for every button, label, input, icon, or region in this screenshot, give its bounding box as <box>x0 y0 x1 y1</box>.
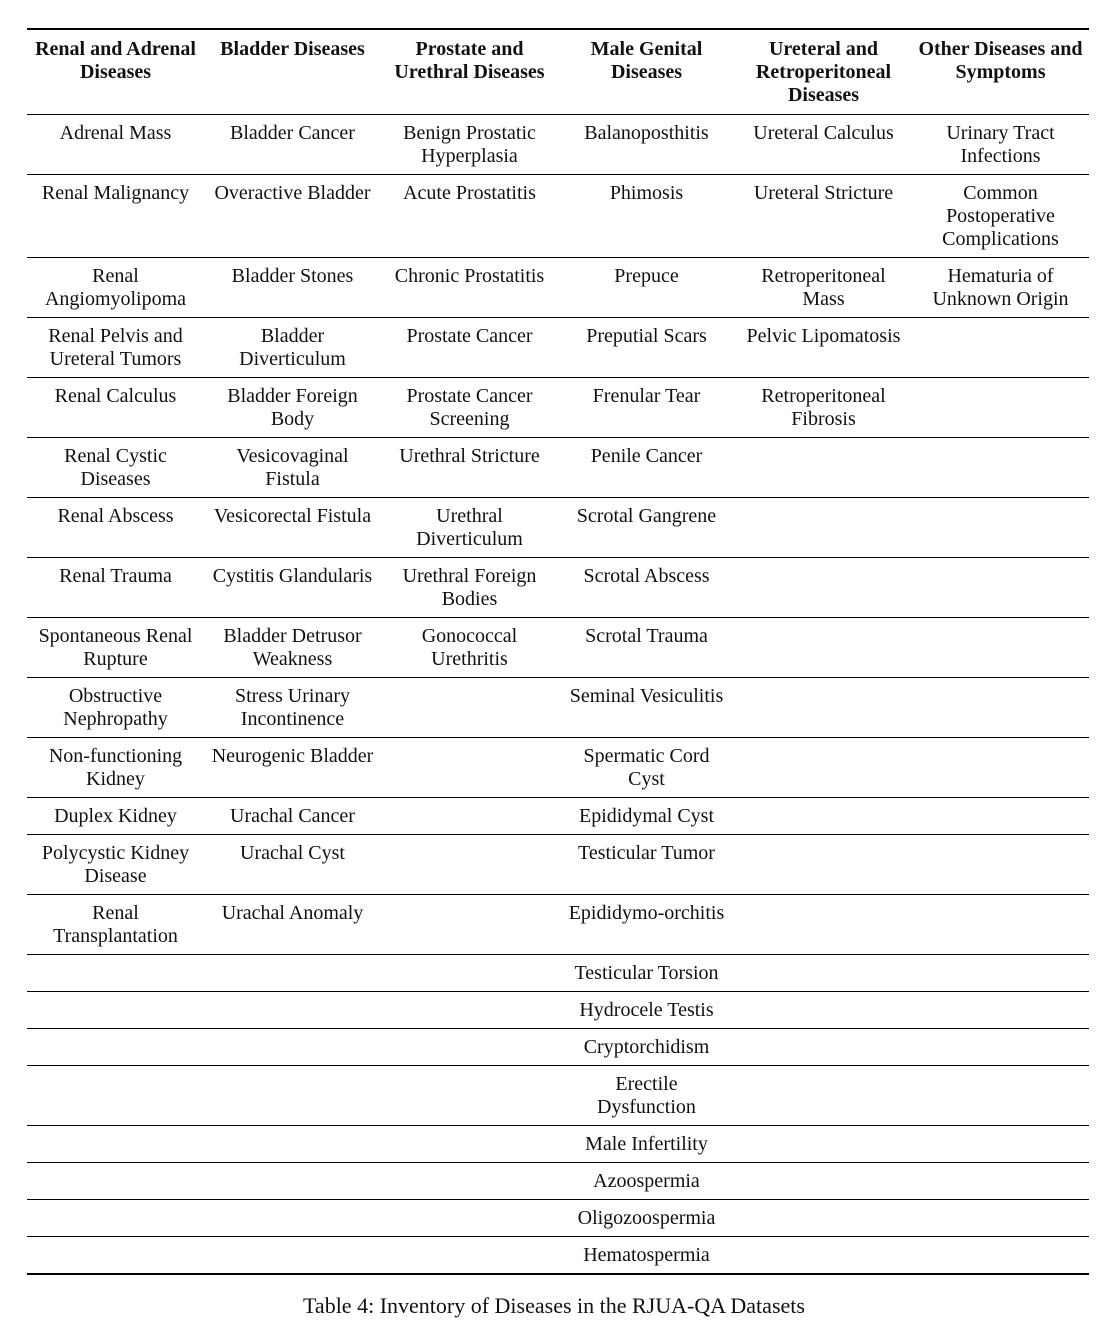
table-cell: Urethral Foreign Bodies <box>381 558 558 618</box>
table-cell <box>381 1237 558 1275</box>
table-cell: Bladder Diverticulum <box>204 318 381 378</box>
table-cell: Erectile Dysfunction <box>558 1066 735 1126</box>
header-male-genital: Male Genital Diseases <box>558 29 735 115</box>
table-row <box>27 798 1089 835</box>
table-cell: Hydrocele Testis <box>558 992 735 1029</box>
table-cell <box>204 1163 381 1200</box>
table-cell <box>735 498 912 558</box>
table-cell <box>735 1066 912 1126</box>
table-row <box>27 1029 1089 1066</box>
table-cell: Urachal Cyst <box>204 835 381 895</box>
table-body <box>27 115 1089 1275</box>
table-cell <box>912 835 1089 895</box>
table-cell: Neurogenic Bladder <box>204 738 381 798</box>
table-cell <box>735 618 912 678</box>
table-cell: Vesicorectal Fistula <box>204 498 381 558</box>
table-cell: Urachal Cancer <box>204 798 381 835</box>
table-cell: Non-functioning Kidney <box>27 738 204 798</box>
table-cell <box>381 1163 558 1200</box>
header-ureteral-retroperitoneal: Ureteral and Retroperitoneal Diseases <box>735 29 912 115</box>
table-row <box>27 115 1089 175</box>
table-cell: Urethral Diverticulum <box>381 498 558 558</box>
table-row <box>27 258 1089 318</box>
table-cell: Oligozoospermia <box>558 1200 735 1237</box>
table-cell <box>27 955 204 992</box>
table-cell: Retroperitoneal Mass <box>735 258 912 318</box>
header-prostate-urethral: Prostate and Urethral Diseases <box>381 29 558 115</box>
table-cell: Adrenal Mass <box>27 115 204 175</box>
table-cell: Renal Cystic Diseases <box>27 438 204 498</box>
table-cell <box>381 895 558 955</box>
table-cell <box>204 1029 381 1066</box>
table-row <box>27 1200 1089 1237</box>
header-row <box>27 29 1089 115</box>
table-cell: Hematospermia <box>583 1244 710 1266</box>
table-cell <box>912 1200 1089 1237</box>
table-cell <box>735 1163 912 1200</box>
table-cell: Prostate Cancer Screening <box>381 378 558 438</box>
disease-inventory-table <box>27 28 1089 1275</box>
table-cell: Spermatic Cord Cyst <box>558 738 735 798</box>
table-cell: Obstructive Nephropathy <box>27 678 204 738</box>
table-cell <box>735 955 912 992</box>
table-cell <box>912 798 1089 835</box>
table-cell: Azoospermia <box>558 1163 735 1200</box>
table-cell: Renal Abscess <box>27 498 204 558</box>
table-caption: Table 4: Inventory of Diseases in the RJUA-QA Datasets <box>303 1293 805 1318</box>
table-cell <box>27 1029 204 1066</box>
table-cell <box>735 1237 912 1275</box>
table-cell <box>381 678 558 738</box>
table-cell <box>27 1066 204 1126</box>
table-cell: Bladder Cancer <box>204 115 381 175</box>
table-cell <box>912 738 1089 798</box>
table-row <box>27 678 1089 738</box>
table-row <box>27 955 1089 992</box>
table-cell <box>381 1200 558 1237</box>
table-cell <box>912 992 1089 1029</box>
table-cell: Acute Prostatitis <box>381 175 558 258</box>
table-cell: Gonococcal Urethritis <box>381 618 558 678</box>
table-cell: Hematuria of Unknown Origin <box>912 258 1089 318</box>
table-cell <box>912 678 1089 738</box>
table-cell <box>912 378 1089 438</box>
table-cell <box>912 1126 1089 1163</box>
table-cell: Male Infertility <box>558 1126 735 1163</box>
table-cell <box>735 835 912 895</box>
table-cell <box>381 835 558 895</box>
table-cell: Ureteral Stricture <box>735 175 912 258</box>
table-cell <box>381 1126 558 1163</box>
table-row <box>27 318 1089 378</box>
table-cell: Renal Trauma <box>27 558 204 618</box>
table-cell <box>735 558 912 618</box>
table-cell: Renal Angiomyolipoma <box>27 258 204 318</box>
table-cell: Prepuce <box>558 258 735 318</box>
table-cell: Frenular Tear <box>558 378 735 438</box>
table-cell: Epididymo-orchitis <box>558 895 735 955</box>
table-cell: Epididymal Cyst <box>558 798 735 835</box>
table-cell: Renal Calculus <box>27 378 204 438</box>
table-cell <box>735 992 912 1029</box>
header-bladder: Bladder Diseases <box>204 29 381 115</box>
table-cell <box>735 1200 912 1237</box>
table-row <box>27 1163 1089 1200</box>
table-cell: Common Postoperative Complications <box>912 175 1089 258</box>
table-cell <box>912 955 1089 992</box>
table-cell: Penile Cancer <box>558 438 735 498</box>
table-header <box>27 29 1089 115</box>
table-row <box>27 1237 1089 1275</box>
table-row <box>27 558 1089 618</box>
table-cell <box>27 1163 204 1200</box>
table-cell: Chronic Prostatitis <box>381 258 558 318</box>
table-cell <box>912 1237 1089 1275</box>
table-row <box>27 835 1089 895</box>
table-cell <box>735 738 912 798</box>
table-cell <box>204 955 381 992</box>
table-cell <box>204 1066 381 1126</box>
table-row <box>27 738 1089 798</box>
table-cell: Phimosis <box>558 175 735 258</box>
table-cell: Cystitis Glandularis <box>204 558 381 618</box>
table-cell <box>27 1126 204 1163</box>
table-cell: Renal Malignancy <box>27 175 204 258</box>
table-cell <box>912 1066 1089 1126</box>
table-cell: Stress Urinary Incontinence <box>204 678 381 738</box>
table-cell <box>912 318 1089 378</box>
table-cell <box>735 895 912 955</box>
table-cell: Ureteral Calculus <box>735 115 912 175</box>
table-cell: Prostate Cancer <box>381 318 558 378</box>
table-cell <box>381 1066 558 1126</box>
table-cell <box>912 438 1089 498</box>
table-cell <box>204 1200 381 1237</box>
table-cell <box>735 1126 912 1163</box>
table-cell: Balanoposthitis <box>558 115 735 175</box>
table-cell: Spontaneous Renal Rupture <box>27 618 204 678</box>
table-row <box>27 378 1089 438</box>
table-cell: Testicular Torsion <box>558 955 735 992</box>
header-renal-adrenal: Renal and Adrenal Diseases <box>27 29 204 115</box>
table-row <box>27 175 1089 258</box>
table-row <box>27 895 1089 955</box>
table-cell <box>27 992 204 1029</box>
header-other: Other Diseases and Symptoms <box>912 29 1089 115</box>
table-cell: Vesicovaginal Fistula <box>204 438 381 498</box>
table-cell: Bladder Foreign Body <box>204 378 381 438</box>
table-cell: Scrotal Gangrene <box>558 498 735 558</box>
table-cell <box>912 498 1089 558</box>
table-cell <box>204 1126 381 1163</box>
table-cell: Urinary Tract Infections <box>912 115 1089 175</box>
table-cell: Scrotal Trauma <box>558 618 735 678</box>
table-row <box>27 618 1089 678</box>
table-cell <box>27 1237 204 1275</box>
table-cell <box>204 992 381 1029</box>
table-cell <box>381 798 558 835</box>
table-cell: Bladder Stones <box>204 258 381 318</box>
table-row <box>27 992 1089 1029</box>
table-cell <box>735 438 912 498</box>
table-cell: Cryptorchidism <box>558 1029 735 1066</box>
table-cell: Testicular Tumor <box>558 835 735 895</box>
table-cell: Duplex Kidney <box>27 798 204 835</box>
table-cell: Seminal Vesiculitis <box>558 678 735 738</box>
table-cell: Benign Prostatic Hyperplasia <box>381 115 558 175</box>
table-cell: Polycystic Kidney Disease <box>27 835 204 895</box>
table-cell <box>381 955 558 992</box>
table-cell <box>381 1029 558 1066</box>
table-cell <box>27 1200 204 1237</box>
table-cell <box>912 1029 1089 1066</box>
table-cell <box>735 798 912 835</box>
disease-inventory-table-container <box>27 28 1089 1275</box>
table-cell <box>735 1029 912 1066</box>
table-cell <box>912 618 1089 678</box>
table-row <box>27 438 1089 498</box>
table-row <box>27 498 1089 558</box>
table-cell: Pelvic Lipomatosis <box>735 318 912 378</box>
table-cell <box>204 1237 381 1275</box>
table-cell: Bladder Detrusor Weakness <box>204 618 381 678</box>
table-row <box>27 1066 1089 1126</box>
table-cell <box>381 738 558 798</box>
table-cell: Urethral Stricture <box>381 438 558 498</box>
table-cell <box>912 558 1089 618</box>
table-cell: Urachal Anomaly <box>204 895 381 955</box>
table-cell: Preputial Scars <box>558 318 735 378</box>
table-row <box>27 1126 1089 1163</box>
table-cell: Overactive Bladder <box>204 175 381 258</box>
table-cell: Scrotal Abscess <box>558 558 735 618</box>
table-cell: Renal Pelvis and Ureteral Tumors <box>27 318 204 378</box>
table-cell <box>735 678 912 738</box>
table-cell: Retroperitoneal Fibrosis <box>735 378 912 438</box>
table-cell <box>912 1163 1089 1200</box>
table-cell: Renal Transplantation <box>27 895 204 955</box>
table-cell <box>381 992 558 1029</box>
table-cell <box>912 895 1089 955</box>
